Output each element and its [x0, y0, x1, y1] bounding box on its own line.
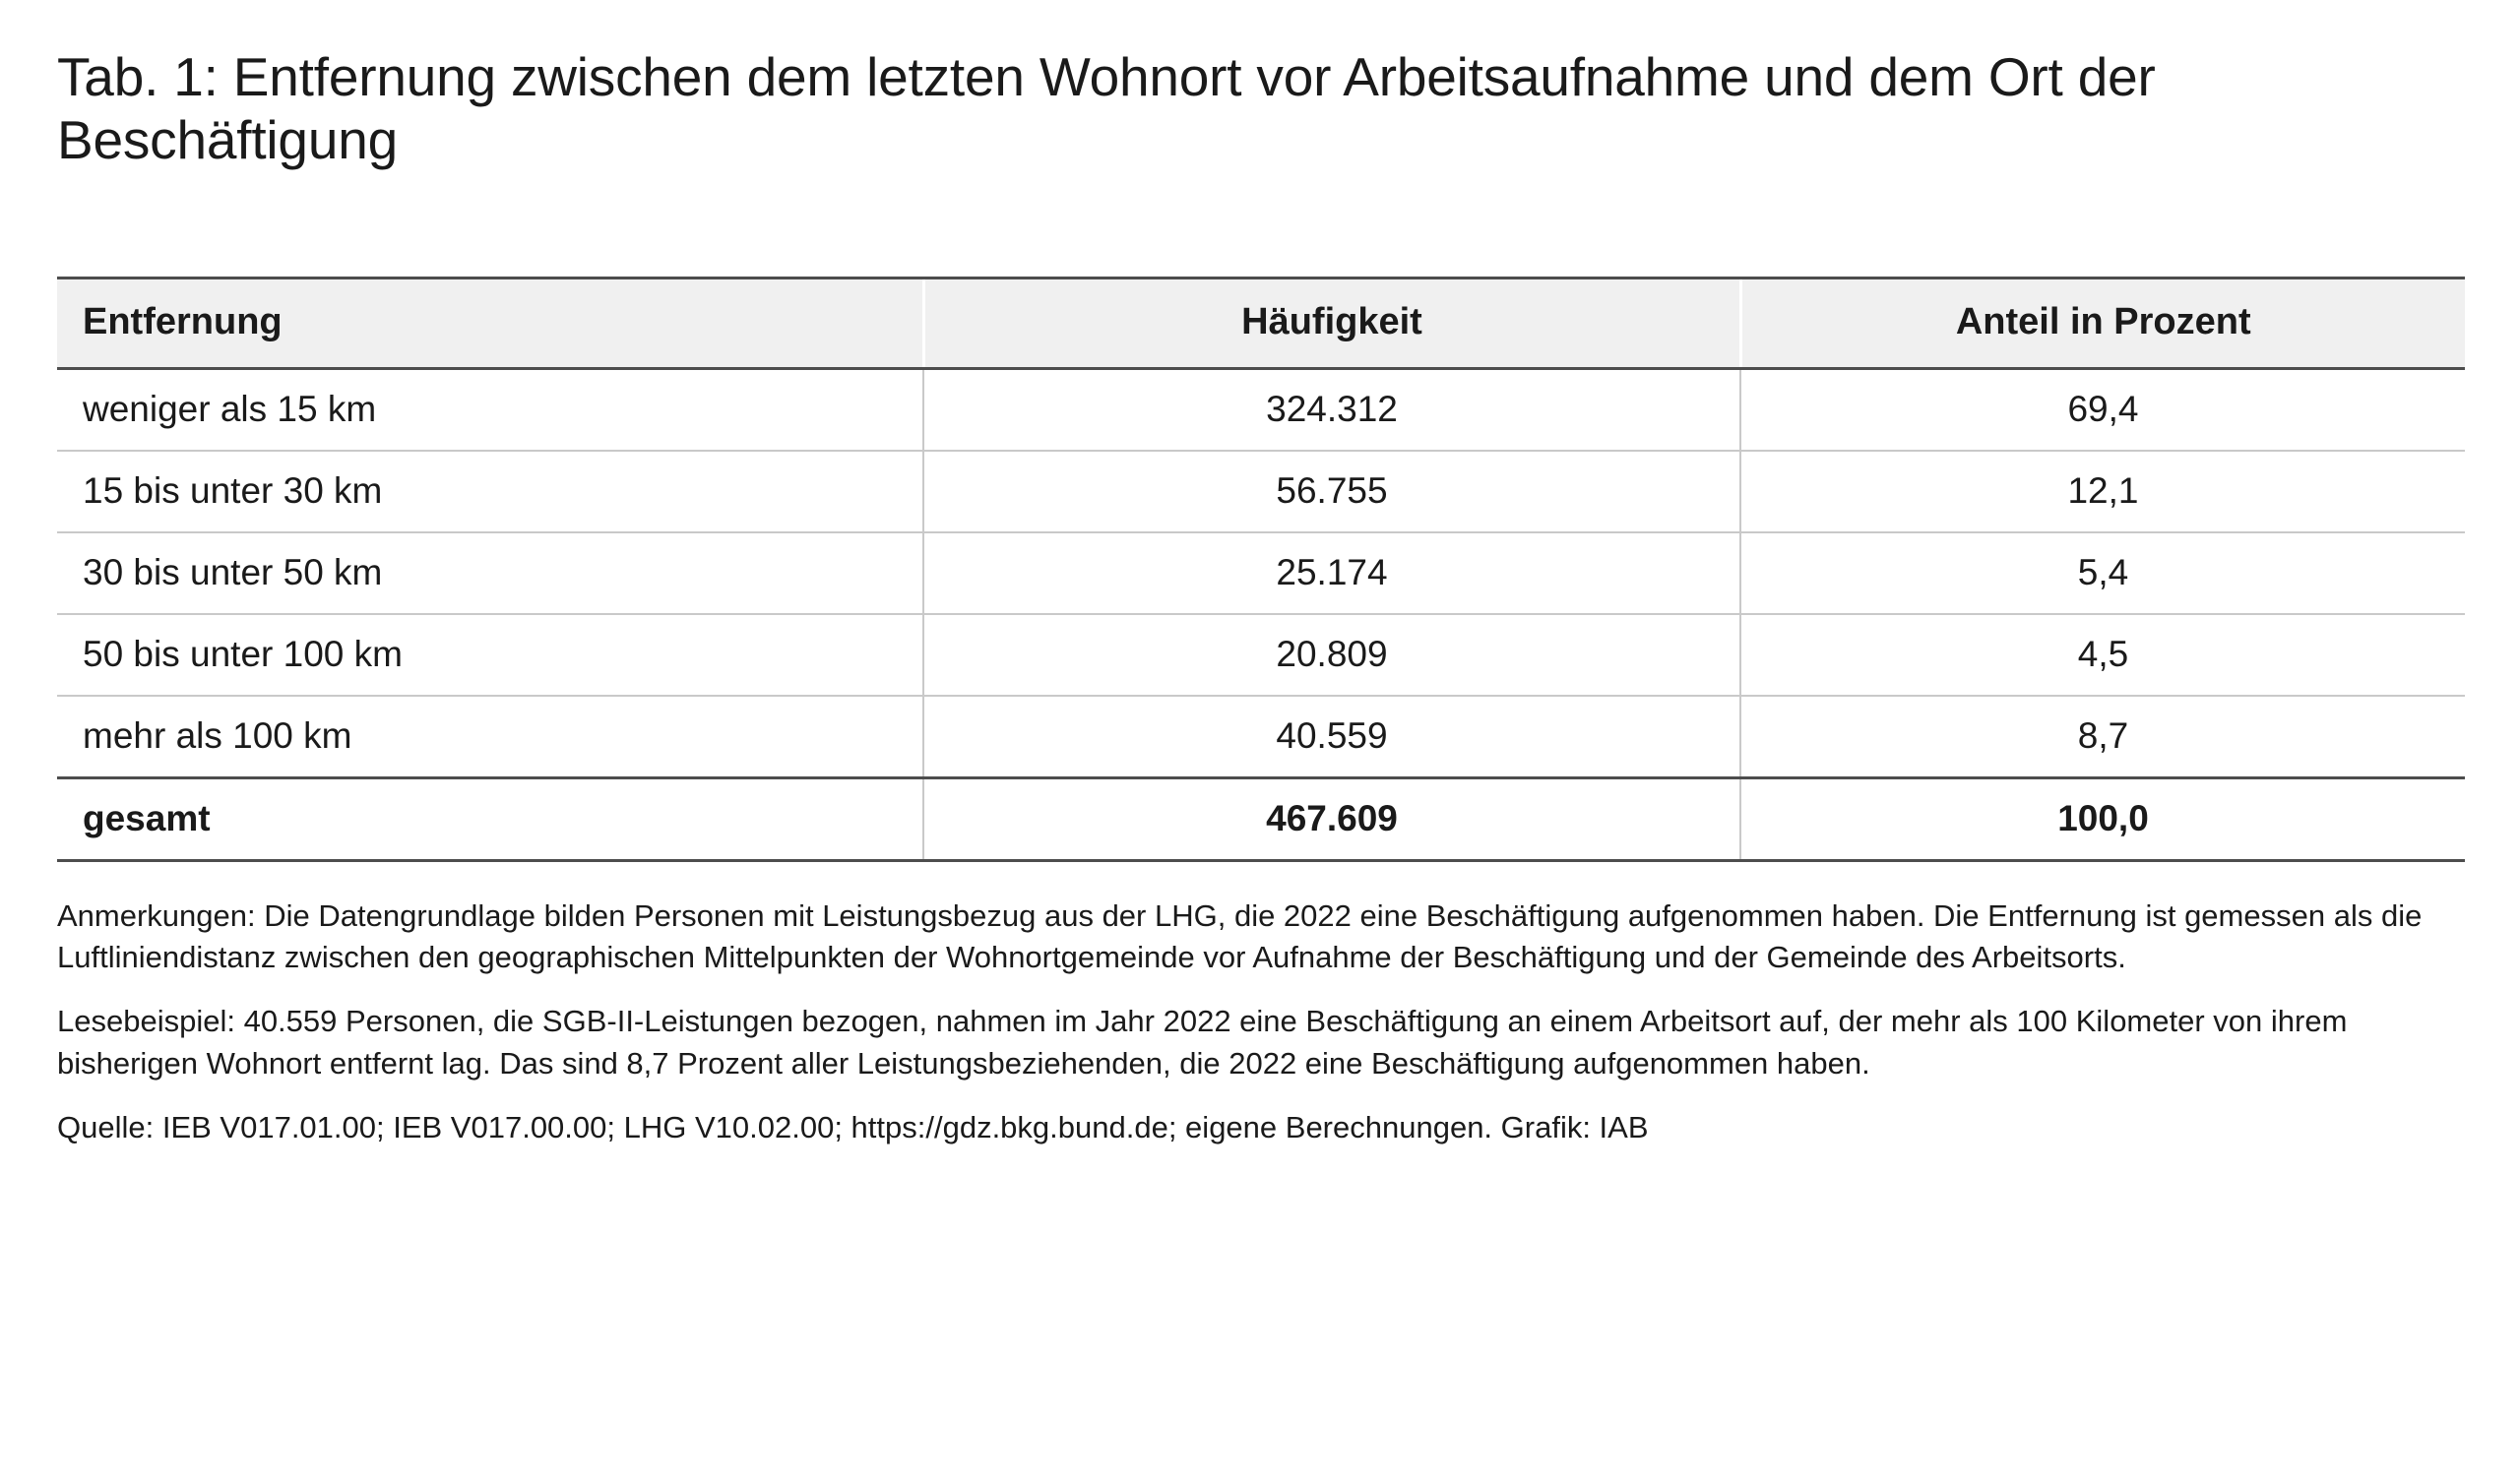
cell-distance: weniger als 15 km — [57, 368, 923, 451]
cell-frequency: 56.755 — [923, 451, 1740, 532]
table-header — [57, 278, 2465, 368]
column-header-entfernung: Entfernung — [57, 278, 923, 368]
cell-frequency: 25.174 — [923, 532, 1740, 614]
cell-total-label: gesamt — [57, 777, 923, 860]
table-wrapper — [57, 277, 2463, 862]
cell-distance: 50 bis unter 100 km — [57, 614, 923, 696]
table-row — [57, 532, 2465, 614]
note-lesebeispiel: Lesebeispiel: 40.559 Personen, die SGB-II-Leistungen bezogen, nahmen im Jahr 2022 eine Beschäftigung an einem Arbeitsort auf, der mehr als 100 Kilometer von ihrem bisherigen Wohnort entfernt lag. Das sind 8,7 Prozent aller Leistungsbeziehenden, die 2022 eine Beschäftigung aufgenommen haben. — [57, 1004, 2348, 1081]
cell-total-share: 100,0 — [1740, 777, 2465, 860]
column-header-anteil: Anteil in Prozent — [1740, 278, 2465, 368]
cell-total-frequency: 467.609 — [923, 777, 1740, 860]
cell-distance: 15 bis unter 30 km — [57, 451, 923, 532]
table-header-row — [57, 278, 2465, 368]
table-row — [57, 368, 2465, 451]
cell-share: 8,7 — [1740, 696, 2465, 778]
distance-frequency-table — [57, 277, 2465, 862]
cell-distance: 30 bis unter 50 km — [57, 532, 923, 614]
cell-share: 5,4 — [1740, 532, 2465, 614]
cell-share: 4,5 — [1740, 614, 2465, 696]
table-row — [57, 696, 2465, 778]
cell-frequency: 20.809 — [923, 614, 1740, 696]
footnotes — [57, 896, 2463, 1149]
note-anmerkungen: Anmerkungen: Die Datengrundlage bilden Personen mit Leistungsbezug aus der LHG, die 2022 eine Beschäftigung aufgenommen haben. Die Entfernung ist gemessen als die Luftliniendistanz zwischen den geographischen Mittelpunkten der Wohnortgemeinde vor Aufnahme der Beschäftigung und der Gemeinde des Arbeitsorts. — [57, 897, 2423, 975]
cell-distance: mehr als 100 km — [57, 696, 923, 778]
table-row — [57, 614, 2465, 696]
cell-share: 12,1 — [1740, 451, 2465, 532]
note-quelle: Quelle: IEB V017.01.00; IEB V017.00.00; LHG V10.02.00; https://gdz.bkg.bund.de; eigene Berechnungen. Grafik: IAB — [57, 1109, 1649, 1144]
column-header-haeufigkeit: Häufigkeit — [923, 278, 1740, 368]
table-body — [57, 368, 2465, 860]
cell-frequency: 324.312 — [923, 368, 1740, 451]
page-title: Tab. 1: Entfernung zwischen dem letzten Wohnort vor Arbeitsaufnahme und dem Ort der Beschäftigung — [57, 46, 2156, 171]
table-row — [57, 451, 2465, 532]
cell-share: 69,4 — [1740, 368, 2465, 451]
cell-frequency: 40.559 — [923, 696, 1740, 778]
table-total-row — [57, 777, 2465, 860]
